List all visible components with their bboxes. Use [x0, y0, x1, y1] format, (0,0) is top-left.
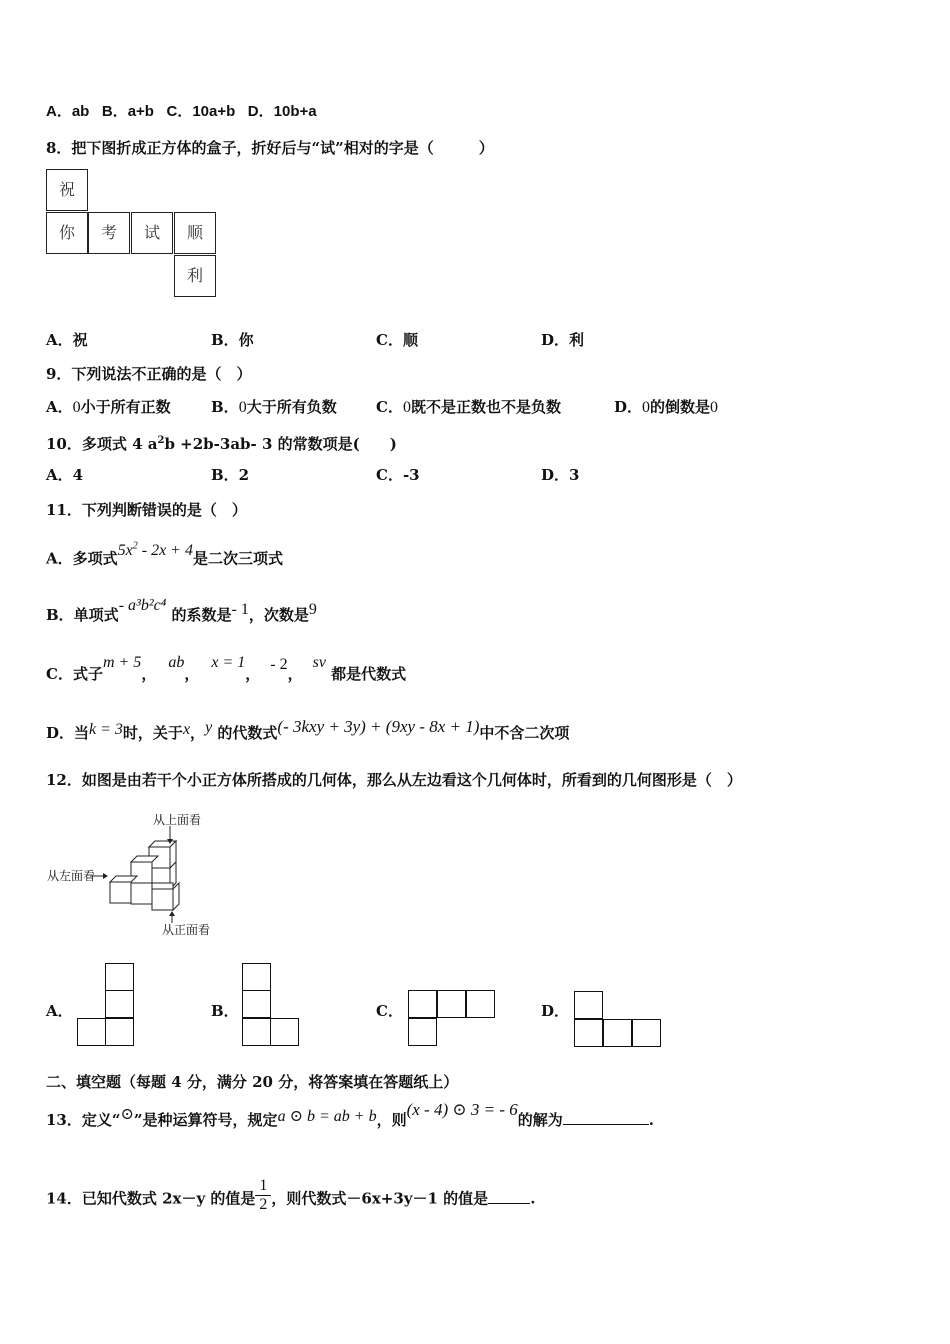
q7-option-a: A．ab — [46, 103, 90, 120]
zero: 0 — [238, 399, 247, 416]
q10-option-b: B．2 — [211, 466, 250, 484]
zero: 0 — [402, 399, 411, 416]
label-top-view: 从上面看 — [153, 813, 202, 827]
cube-face — [173, 883, 179, 910]
answer-blank[interactable] — [563, 1124, 649, 1125]
net-cell-2: 考 — [88, 212, 130, 254]
q12-solid-figure — [40, 806, 240, 940]
grid-cell — [574, 1019, 603, 1047]
math-expr: x = 1 — [211, 654, 246, 671]
q11-option-c: C．式子m + 5，ab，x = 1，- 2，sv 都是代数式 — [46, 654, 407, 683]
net-cell-top: 祝 — [46, 169, 88, 211]
q12-option-d-label: D． — [541, 1002, 570, 1020]
q12-stem: 12．如图是由若干个小正方体所搭成的几何体，那么从左边看这个几何体时，所看到的几何图形是（ ） — [46, 771, 742, 789]
math-degree: 9 — [308, 601, 317, 618]
grid-cell — [105, 990, 134, 1018]
grid-cell — [574, 991, 603, 1019]
q10-option-d: D．3 — [541, 466, 580, 484]
math-expr: (- 3kxy + 3y) + (9xy - 8x + 1) — [277, 717, 480, 736]
net-cell-3: 试 — [131, 212, 173, 254]
grid-cell — [242, 963, 271, 991]
zero: 0 — [710, 399, 719, 416]
fraction-denominator: 2 — [259, 1196, 268, 1213]
q9-option-b: B．0大于所有负数 — [211, 398, 337, 416]
net-cell-1: 你 — [46, 212, 88, 254]
grid-cell — [242, 990, 271, 1018]
math-expr: ab — [168, 654, 185, 671]
q10-option-c: C．-3 — [376, 466, 420, 484]
grid-cell — [408, 990, 437, 1018]
label-left-view: 从左面看 — [47, 869, 96, 883]
grid-cell — [408, 1018, 437, 1046]
grid-cell — [437, 990, 466, 1018]
math-var: y — [205, 719, 213, 736]
q9-option-d: D．0的倒数是0 — [614, 398, 719, 416]
grid-cell — [105, 963, 134, 991]
q9-option-c: C．0既不是正数也不是负数 — [376, 398, 561, 416]
zero: 0 — [72, 399, 81, 416]
q7-option-d: D．10b+a — [247, 103, 317, 120]
grid-cell — [466, 990, 495, 1018]
net-cell-bottom: 利 — [174, 255, 216, 297]
q11-option-b: B．单项式- a³b²c⁴ 的系数是- 1，次数是9 — [46, 597, 317, 624]
q12-option-b-label: B． — [211, 1002, 239, 1020]
fraction-one-half — [255, 1177, 271, 1214]
math-definition: a ⊙ b = ab + b — [277, 1108, 377, 1125]
q8-option-c: C．顺 — [376, 331, 418, 349]
grid-cell — [270, 1018, 299, 1046]
q8-option-a: A．祝 — [46, 331, 88, 349]
math-expr: - a³b²c⁴ — [118, 597, 167, 614]
q9-stem: 9．下列说法不正确的是（ ） — [46, 365, 252, 383]
q9-option-a: A．0小于所有正数 — [46, 398, 171, 416]
q10-stem: 10．多项式 4 $a^2b +2b-3ab-$ 3 的常数项是( ) — [46, 435, 397, 453]
label-front-view: 从正面看 — [162, 923, 211, 937]
cube-face — [131, 883, 152, 904]
q14: 14．已知代数式 2x－y 的值是 $\frac{1}{2}$ ，则代数式－6x+3y－1 的值是 . — [46, 1177, 536, 1213]
q7-option-b: B．a+b — [101, 103, 154, 120]
q12-option-a-label: A． — [46, 1002, 73, 1020]
q11-option-a: A．多项式$5x^2 - 2x + 4$是二次三项式 — [46, 541, 283, 568]
q7-option-c: C．10a+b — [166, 103, 236, 120]
section-2-heading: 二、填空题（每题 4 分，满分 20 分，将答案填在答题纸上） — [46, 1073, 459, 1091]
q13: 13．定义“⊙”是种运算符号，规定a ⊙ b = ab + b，则(x - 4) ⊙ 3 = - 6的解为 . — [46, 1100, 654, 1129]
cube-face — [152, 883, 173, 889]
answer-blank[interactable] — [488, 1203, 530, 1204]
grid-cell — [77, 1018, 106, 1046]
math-coef: - 1 — [231, 601, 249, 618]
cube-face — [131, 862, 152, 883]
math-var: x — [182, 721, 191, 738]
grid-cell — [105, 1018, 134, 1046]
math-expr: $5x^2 - 2x + 4$ — [117, 541, 193, 560]
q8-stem: 8．把下图折成正方体的盒子，折好后与“试”相对的字是（ ） — [46, 139, 494, 157]
q8-option-b: B．你 — [211, 331, 254, 349]
q8-option-d: D．利 — [541, 331, 585, 349]
q11-option-d: D．当k = 3时，关于x，y 的代数式(- 3kxy + 3y) + (9xy - 8x + 1)中不含二次项 — [46, 717, 570, 742]
q11-stem: 11．下列判断错误的是（ ） — [46, 501, 247, 519]
q10-option-a: A．4 — [46, 466, 84, 484]
math-expr: sv — [312, 654, 326, 671]
q7-options — [46, 102, 317, 122]
q12-option-c-label: C． — [376, 1002, 403, 1020]
cube-face — [152, 889, 173, 910]
math-expr: - 2 — [270, 656, 288, 673]
zero: 0 — [642, 399, 651, 416]
grid-cell — [603, 1019, 632, 1047]
math-expr: m + 5 — [102, 654, 142, 671]
grid-cell — [242, 1018, 271, 1046]
grid-cell — [632, 1019, 661, 1047]
math-equation: (x - 4) ⊙ 3 = - 6 — [406, 1100, 518, 1119]
math-expr: k = 3 — [89, 721, 123, 738]
odot-symbol: ⊙ — [120, 1106, 134, 1123]
cube-face — [110, 882, 131, 903]
net-cell-4: 顺 — [174, 212, 216, 254]
fraction-numerator: 1 — [255, 1177, 271, 1196]
